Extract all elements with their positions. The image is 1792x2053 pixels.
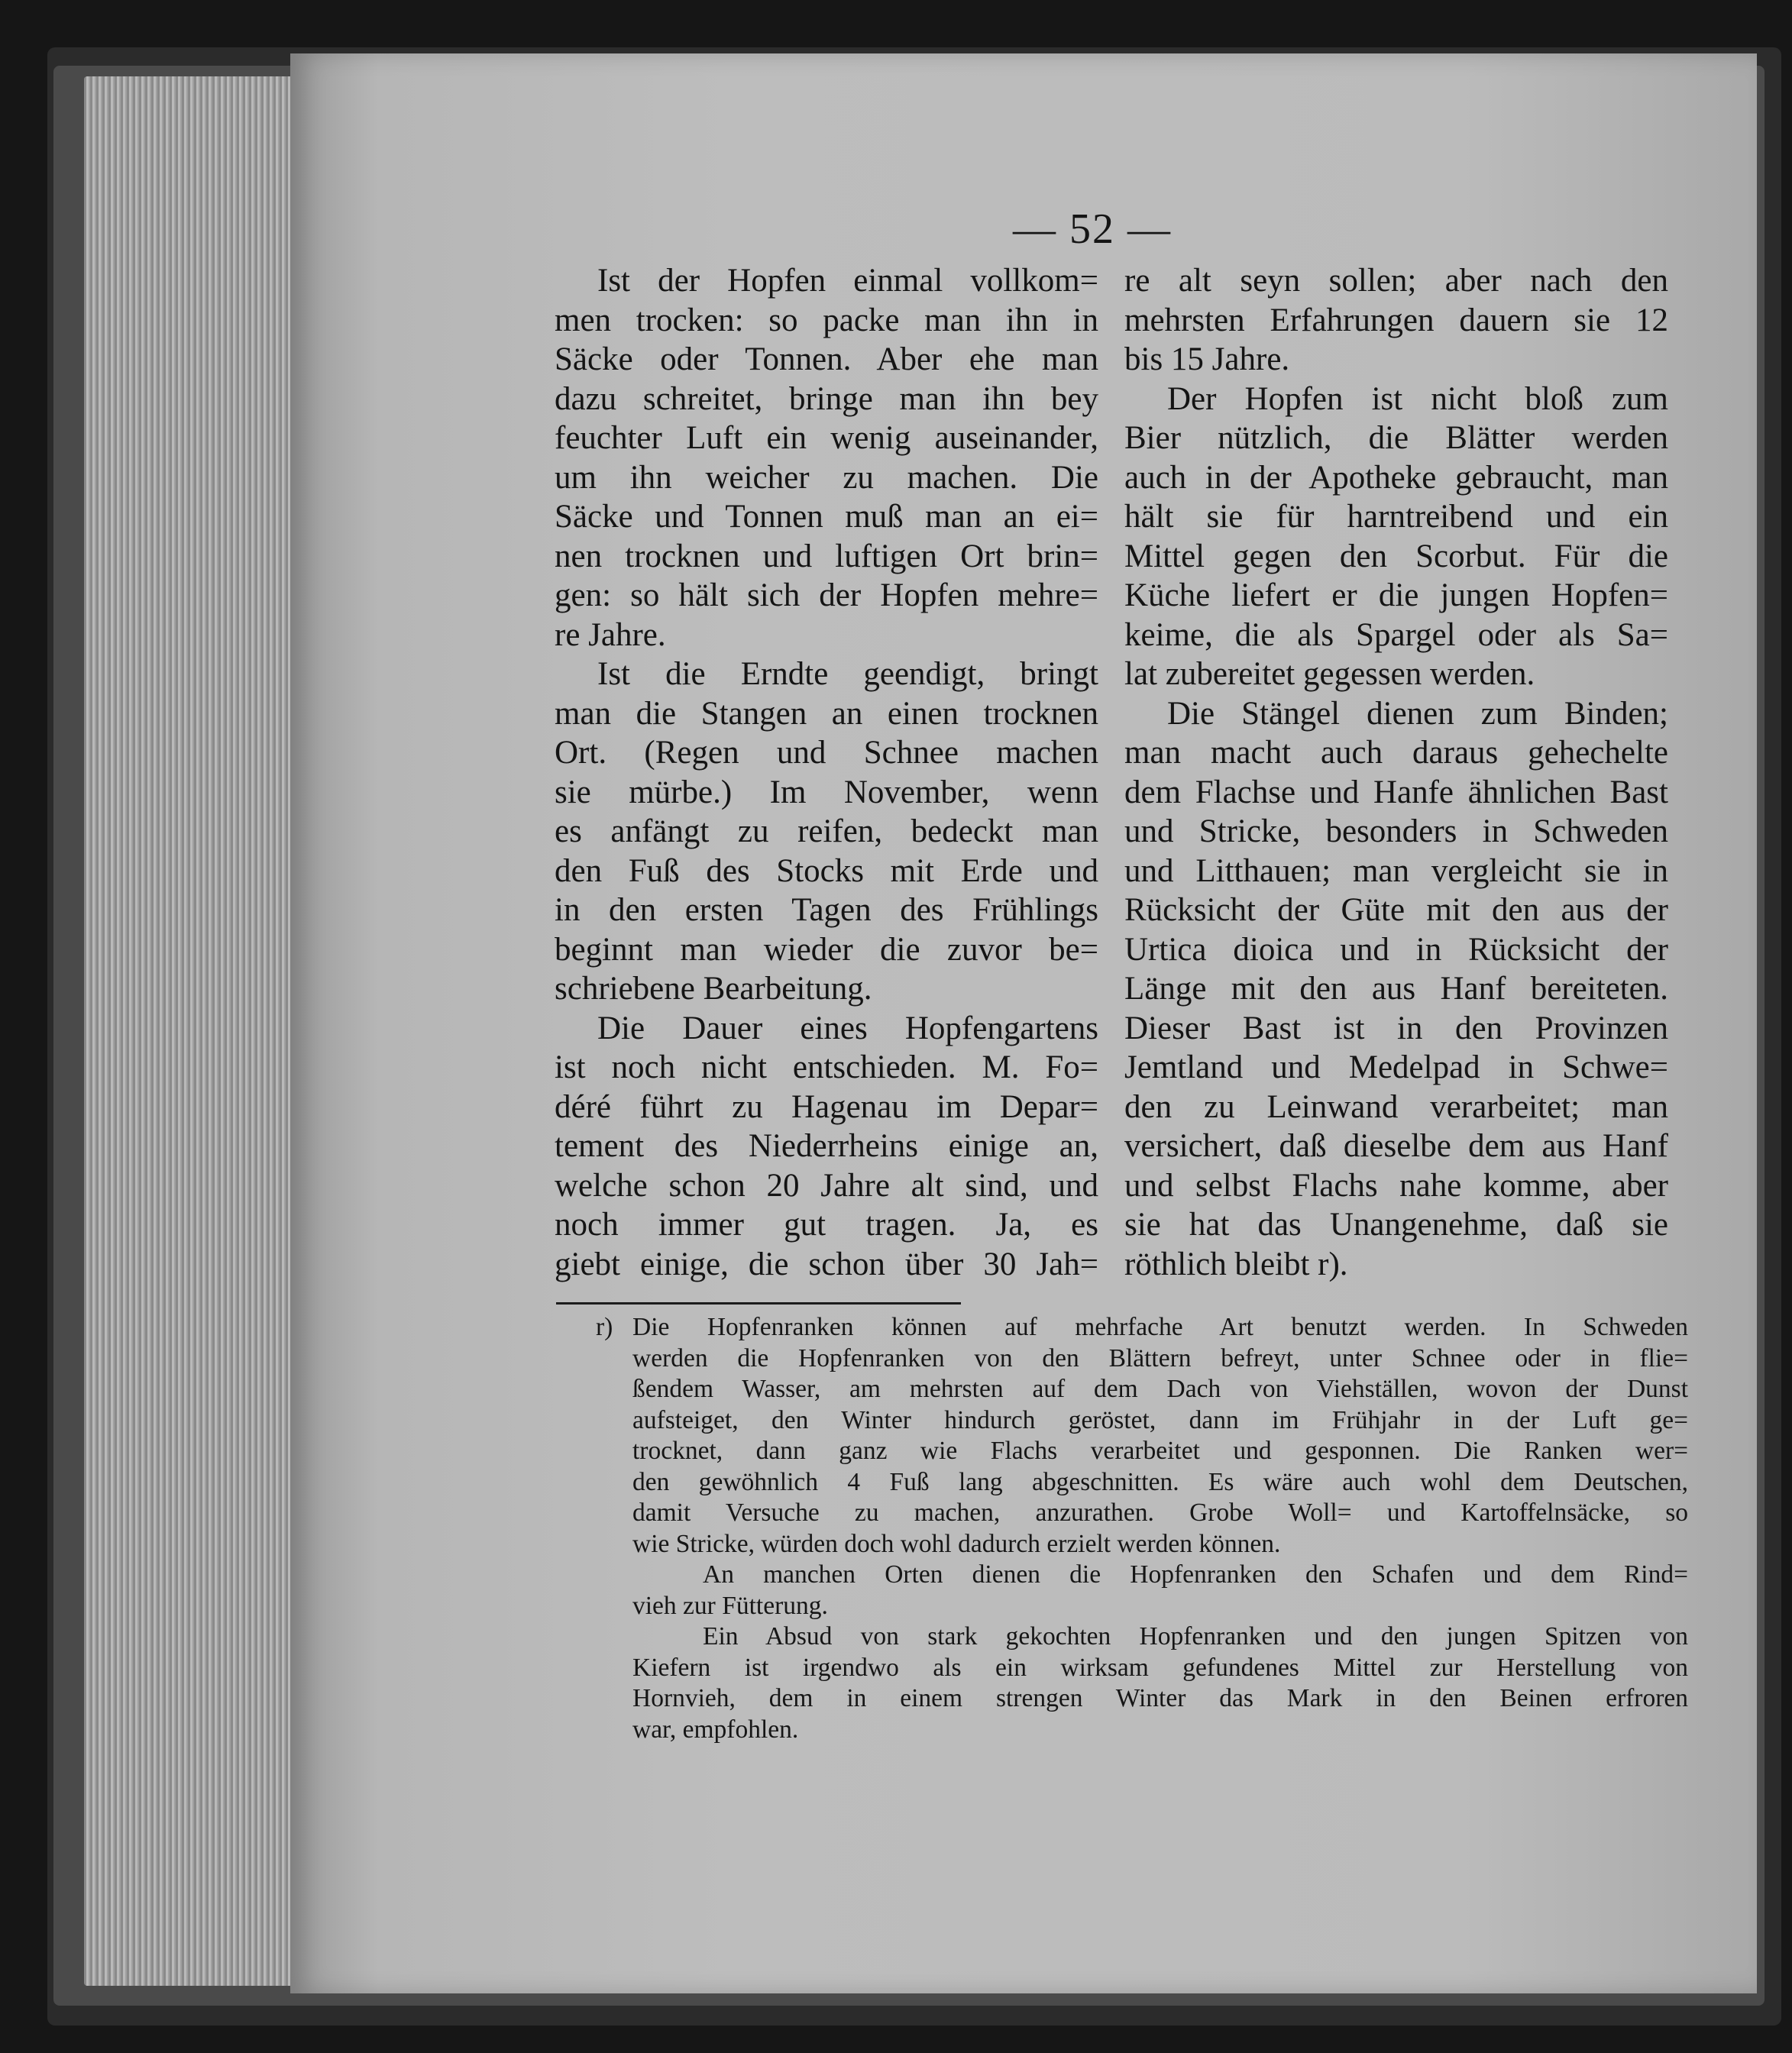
footnote-text: Die Hopfenranken können auf mehrfache Art benutzt werden. In Schweden — [632, 1313, 1688, 1341]
text-line: es anfängt zu reifen, bedeckt man — [555, 813, 1098, 849]
text-line: giebt einige, die schon über 30 Jah= — [555, 1246, 1098, 1282]
text-line: versichert, daß dieselbe dem aus Hanf — [1124, 1128, 1668, 1164]
page-number: — 52 — — [1013, 205, 1172, 253]
text-line: Mittel gegen den Scorbut. Für die — [1124, 538, 1668, 574]
text-line: und Stricke, besonders in Schweden — [1124, 813, 1668, 849]
footnote-line: Hornvieh, dem in einem strengen Winter das Mark in den Beinen erfroren — [632, 1684, 1688, 1712]
text-line: welche schon 20 Jahre alt sind, und — [555, 1167, 1098, 1204]
text-line: man macht auch daraus gehechelte — [1124, 735, 1668, 771]
text-line: schriebene Bearbeitung. — [555, 971, 872, 1007]
footnote-line: werden die Hopfenranken von den Blättern befreyt, unter Schnee oder in flie= — [632, 1343, 1688, 1372]
text-line: ist noch nicht entschieden. M. Fo= — [555, 1049, 1098, 1085]
footnote-block — [596, 1312, 1688, 1745]
text-line: man die Stangen an einen trocknen — [555, 695, 1098, 732]
footnote-rule — [556, 1302, 961, 1305]
footnote-line: An manchen Orten dienen die Hopfenranken den Schafen und dem Rind= — [703, 1560, 1688, 1589]
text-line: keime, die als Spargel oder als Sa= — [1124, 616, 1668, 653]
footnote-line: damit Versuche zu machen, anzurathen. Grobe Woll= und Kartoffelnsäcke, so — [632, 1499, 1688, 1527]
text-line: Bier nützlich, die Blätter werden — [1124, 420, 1668, 456]
text-line: und Litthauen; man vergleicht sie in — [1124, 852, 1668, 889]
footnote-line: Kiefern ist irgendwo als ein wirksam gefundenes Mittel zur Herstellung von — [632, 1653, 1688, 1682]
text-line: mehrsten Erfahrungen dauern sie 12 — [1124, 302, 1668, 338]
text-line: Der Hopfen ist nicht bloß zum — [1167, 380, 1668, 417]
text-line: Länge mit den aus Hanf bereiteten. — [1124, 971, 1668, 1007]
text-line: den zu Leinwand verarbeitet; man — [1124, 1088, 1668, 1125]
page-edges — [84, 76, 298, 1986]
text-line: Säcke und Tonnen muß man an ei= — [555, 499, 1098, 535]
left-text-column — [555, 261, 1098, 1284]
text-line: Rücksicht der Güte mit den aus der — [1124, 892, 1668, 928]
footnote-line: ßendem Wasser, am mehrsten auf dem Dach von Viehställen, wovon der Dunst — [632, 1375, 1688, 1403]
text-line: in den ersten Tagen des Frühlings — [555, 892, 1098, 928]
text-line: déré führt zu Hagenau im Depar= — [555, 1088, 1098, 1125]
text-line: Die Stängel dienen zum Binden; — [1167, 695, 1668, 732]
text-line: röthlich bleibt r). — [1124, 1246, 1348, 1282]
text-line: und selbst Flachs nahe komme, aber — [1124, 1167, 1668, 1204]
text-line: men trocken: so packe man ihn in — [555, 302, 1098, 338]
text-line: den Fuß des Stocks mit Erde und — [555, 852, 1098, 889]
text-line: Ort. (Regen und Schnee machen — [555, 735, 1098, 771]
footnote-line: Ein Absud von stark gekochten Hopfenranken und den jungen Spitzen von — [703, 1622, 1688, 1650]
footnote-line: den gewöhnlich 4 Fuß lang abgeschnitten. Es wäre auch wohl dem Deutschen, — [632, 1467, 1688, 1496]
text-line: sie hat das Unangenehme, daß sie — [1124, 1207, 1668, 1243]
text-line: dazu schreitet, bringe man ihn bey — [555, 380, 1098, 417]
text-line: Küche liefert er die jungen Hopfen= — [1124, 577, 1668, 613]
text-line: auch in der Apotheke gebraucht, man — [1124, 459, 1668, 496]
text-line: um ihn weicher zu machen. Die — [555, 459, 1098, 496]
text-line: sie mürbe.) Im November, wenn — [555, 774, 1098, 810]
footnote-line: aufsteiget, den Winter hindurch geröstet, dann im Frühjahr in der Luft ge= — [632, 1405, 1688, 1434]
right-text-column — [1124, 261, 1668, 1284]
text-line: lat zubereitet gegessen werden. — [1124, 656, 1535, 692]
text-line: bis 15 Jahre. — [1124, 341, 1290, 377]
footnote-line: wie Stricke, würden doch wohl dadurch erzielt werden können. — [632, 1529, 1281, 1558]
text-line: gen: so hält sich der Hopfen mehre= — [555, 577, 1098, 613]
text-line: beginnt man wieder die zuvor be= — [555, 931, 1098, 968]
text-line: Die Dauer eines Hopfengartens — [597, 1010, 1098, 1046]
footnote-line — [596, 1312, 1688, 1343]
text-line: Säcke oder Tonnen. Aber ehe man — [555, 341, 1098, 377]
footnote-line: war, empfohlen. — [632, 1715, 799, 1744]
footnote-line: vieh zur Fütterung. — [632, 1591, 828, 1620]
text-line: hält sie für harntreibend und ein — [1124, 499, 1668, 535]
text-line: Jemtland und Medelpad in Schwe= — [1124, 1049, 1668, 1085]
text-line: dem Flachse und Hanfe ähnlichen Bast — [1124, 774, 1668, 810]
text-line: re alt seyn sollen; aber nach den — [1124, 263, 1668, 299]
text-line: Ist die Erndte geendigt, bringt — [597, 656, 1098, 692]
text-line: tement des Niederrheins einige an, — [555, 1128, 1098, 1164]
text-line: nen trocknen und luftigen Ort brin= — [555, 538, 1098, 574]
text-line: re Jahre. — [555, 616, 666, 653]
footnote-marker: r) — [596, 1313, 613, 1341]
text-line: Ist der Hopfen einmal vollkom= — [597, 263, 1098, 299]
text-line: Urtica dioica und in Rücksicht der — [1124, 931, 1668, 968]
text-line: Dieser Bast ist in den Provinzen — [1124, 1010, 1668, 1046]
text-line: feuchter Luft ein wenig auseinander, — [555, 420, 1098, 456]
text-line: noch immer gut tragen. Ja, es — [555, 1207, 1098, 1243]
footnote-line: trocknet, dann ganz wie Flachs verarbeitet und gesponnen. Die Ranken wer= — [632, 1437, 1688, 1465]
